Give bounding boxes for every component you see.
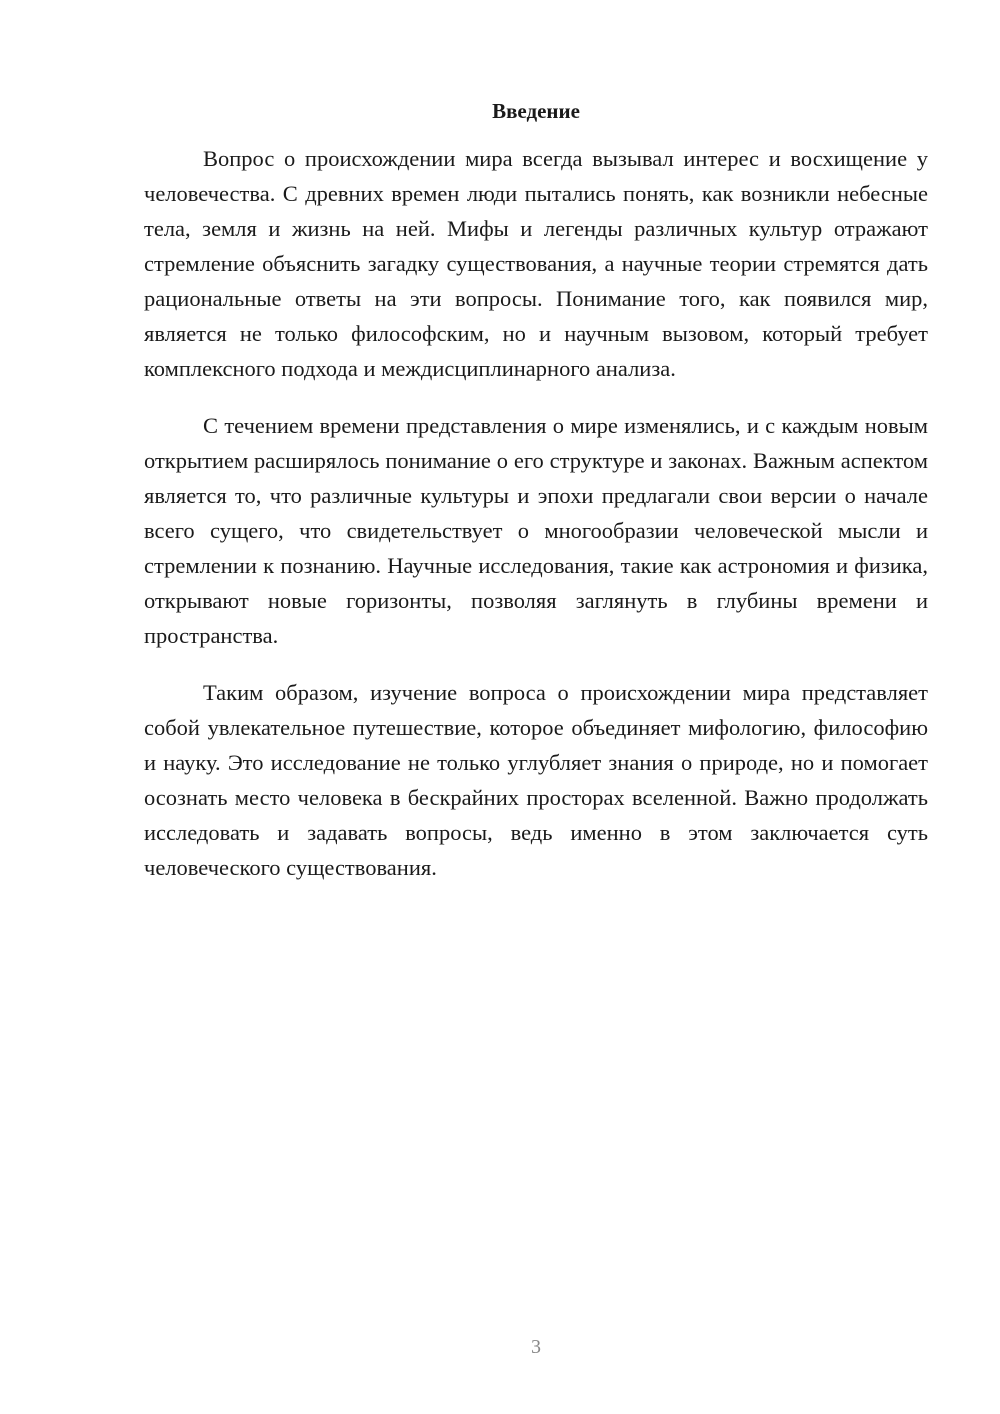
paragraph-2: С течением времени представления о мире изменялись, и с каждым новым открытием расширялось понимание о его структуре и законах. Важным аспектом является то, что различные культуры и эпохи предлагали свои версии о начале всего сущего, что свидетельствует о многообразии человеческой мысли и стремлении к познанию. Научные исследования, такие как астрономия и физика, открывают новые горизонты, позволяя заглянуть в глубины времени и пространства.	[144, 413, 928, 648]
section-heading: Введение	[492, 99, 580, 123]
body-text	[144, 141, 928, 907]
paragraph-1: Вопрос о происхождении мира всегда вызывал интерес и восхищение у человечества. С древних времен люди пытались понять, как возникли небесные тела, земля и жизнь на ней. Мифы и легенды различных культур отражают стремление объяснить загадку существования, а научные теории стремятся дать рациональные ответы на эти вопросы. Понимание того, как появился мир, является не только философским, но и научным вызовом, который требует комплексного подхода и междисциплинарного анализа.	[144, 146, 928, 381]
paragraph-3: Таким образом, изучение вопроса о происхождении мира представляет собой увлекательное путешествие, которое объединяет мифологию, философию и науку. Это исследование не только углубляет знания о природе, но и помогает осознать место человека в бескрайних просторах вселенной. Важно продолжать исследовать и задавать вопросы, ведь именно в этом заключается суть человеческого существования.	[144, 680, 928, 880]
page-number: 3	[531, 1336, 541, 1358]
